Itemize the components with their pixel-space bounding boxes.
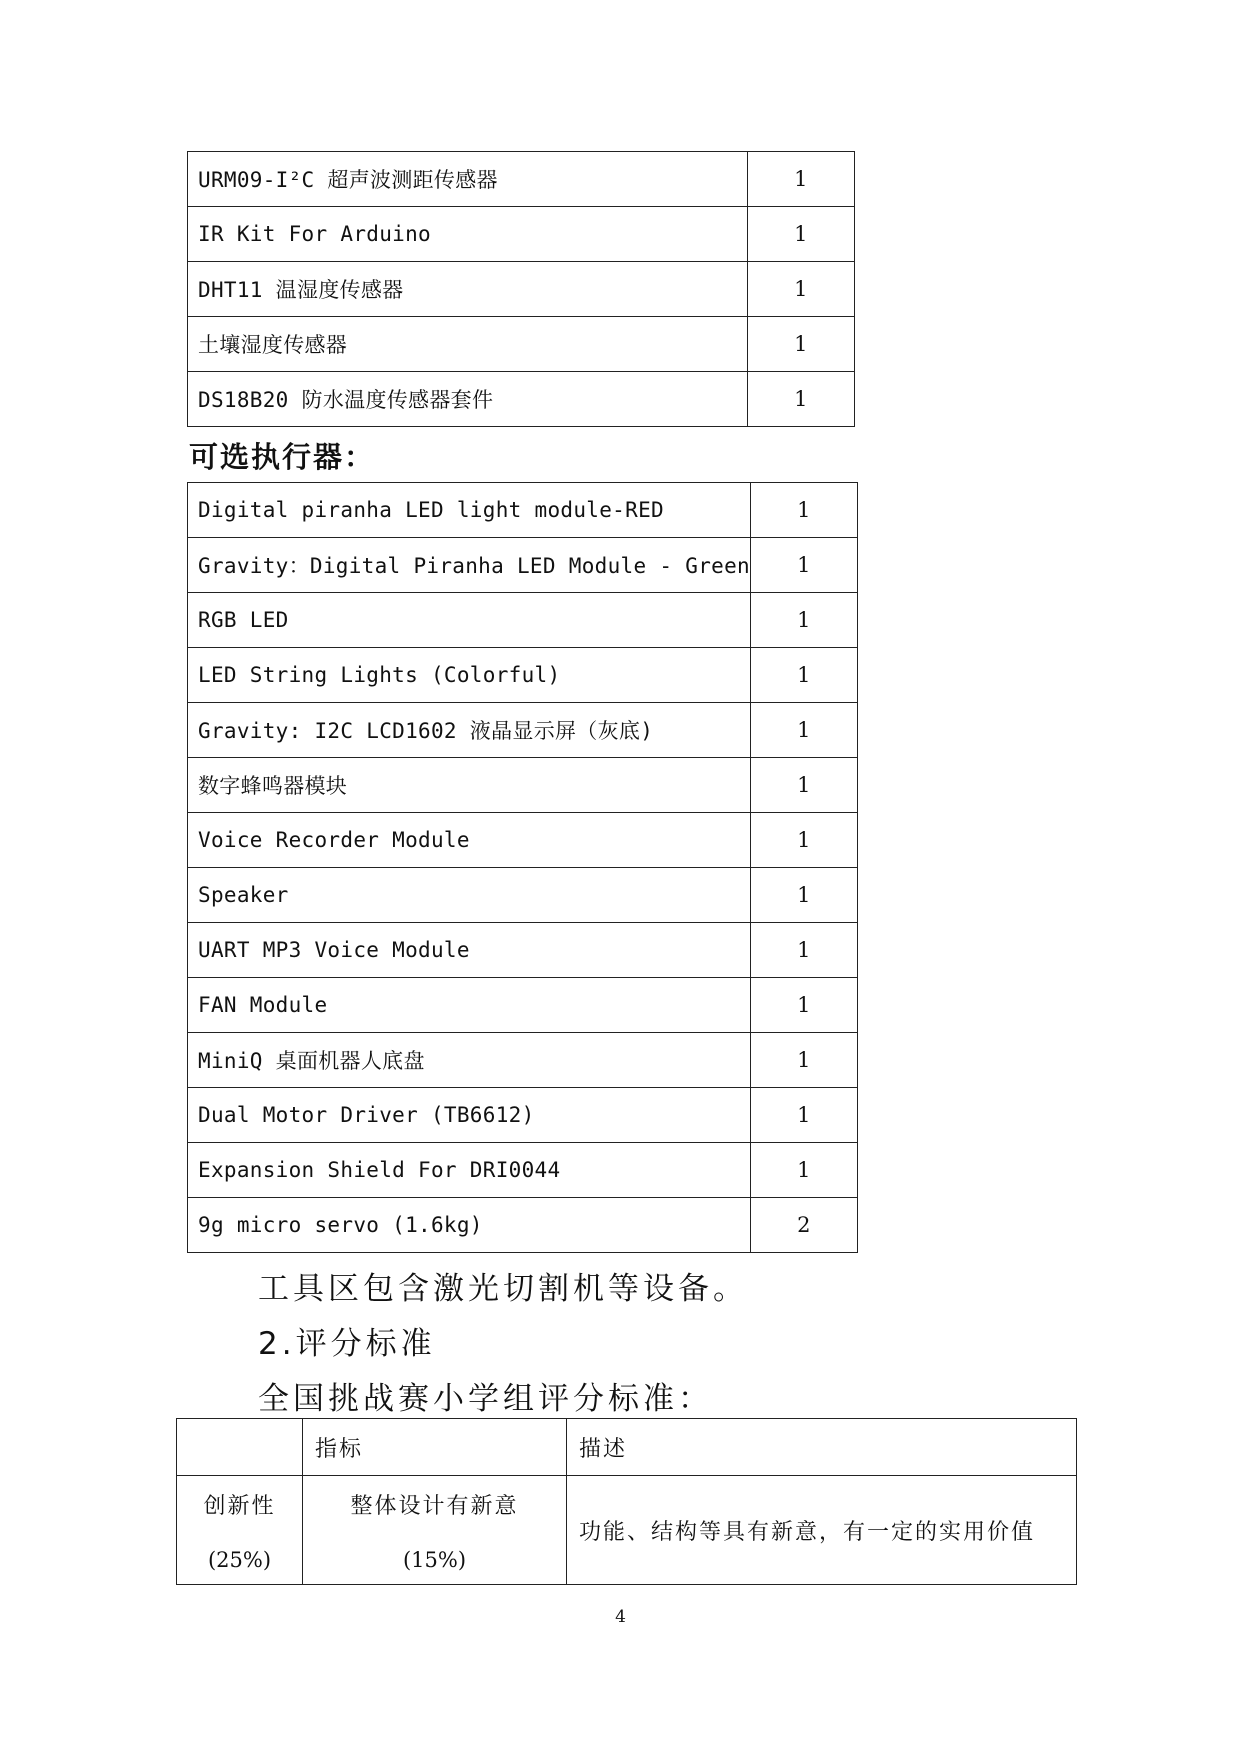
item-quantity: 1 (750, 978, 857, 1033)
item-quantity: 2 (750, 1198, 857, 1253)
item-name: RGB LED (188, 593, 751, 648)
description-cell: 功能、结构等具有新意，有一定的实用价值 (567, 1476, 1077, 1585)
item-quantity: 1 (750, 1088, 857, 1143)
table-row (188, 372, 855, 427)
item-name: Digital piranha LED light module-RED (188, 483, 751, 538)
indicator-label: 整体设计有新意 (350, 1493, 519, 1519)
table-row (188, 978, 858, 1033)
item-name: 土壤湿度传感器 (188, 317, 748, 372)
item-name: DHT11 温湿度传感器 (188, 262, 748, 317)
actuator-table (187, 482, 858, 1253)
indicator-cell (303, 1476, 567, 1585)
item-quantity: 1 (750, 648, 857, 703)
table-row (177, 1476, 1077, 1585)
header-cell-empty (177, 1419, 303, 1476)
item-name: FAN Module (188, 978, 751, 1033)
item-quantity: 1 (748, 152, 855, 207)
item-name: Speaker (188, 868, 751, 923)
category-cell (177, 1476, 303, 1585)
page-number: 4 (615, 1607, 626, 1627)
item-quantity: 1 (750, 1033, 857, 1088)
table-row (188, 1143, 858, 1198)
table-row (188, 1088, 858, 1143)
indicator-weight: (15%) (402, 1547, 467, 1572)
table-row (188, 923, 858, 978)
item-quantity: 1 (750, 758, 857, 813)
table-row (188, 868, 858, 923)
item-name: LED String Lights (Colorful) (188, 648, 751, 703)
item-quantity: 1 (750, 1143, 857, 1198)
table-row (188, 262, 855, 317)
item-name: URM09-I²C 超声波测距传感器 (188, 152, 748, 207)
item-quantity: 1 (748, 262, 855, 317)
item-quantity: 1 (750, 923, 857, 978)
item-quantity: 1 (750, 593, 857, 648)
item-quantity: 1 (748, 207, 855, 262)
item-quantity: 1 (748, 317, 855, 372)
item-quantity: 1 (748, 372, 855, 427)
item-quantity: 1 (750, 483, 857, 538)
item-name: Gravity: I2C LCD1602 液晶显示屏（灰底) (188, 703, 751, 758)
scoring-section-heading: 2.评分标准 (258, 1326, 436, 1362)
table-row (188, 758, 858, 813)
item-quantity: 1 (750, 868, 857, 923)
table-row (188, 317, 855, 372)
tools-paragraph: 工具区包含激光切割机等设备。 (258, 1271, 748, 1307)
header-cell-indicator: 指标 (303, 1419, 567, 1476)
item-name: MiniQ 桌面机器人底盘 (188, 1033, 751, 1088)
table-row (188, 593, 858, 648)
item-name: UART MP3 Voice Module (188, 923, 751, 978)
scoring-table (176, 1418, 1077, 1585)
item-name: DS18B20 防水温度传感器套件 (188, 372, 748, 427)
item-quantity: 1 (750, 813, 857, 868)
table-row (188, 648, 858, 703)
category-label: 创新性 (203, 1493, 276, 1519)
header-cell-description: 描述 (567, 1419, 1077, 1476)
table-row (188, 1033, 858, 1088)
table-row (188, 1198, 858, 1253)
table-row (188, 538, 858, 593)
table-header-row (177, 1419, 1077, 1476)
item-name: 9g micro servo (1.6kg) (188, 1198, 751, 1253)
sensor-table (187, 151, 855, 427)
table-row (188, 152, 855, 207)
item-name: Expansion Shield For DRI0044 (188, 1143, 751, 1198)
table-row (188, 207, 855, 262)
item-name: 数字蜂鸣器模块 (188, 758, 751, 813)
category-weight: (25%) (207, 1547, 272, 1572)
item-name: Dual Motor Driver (TB6612) (188, 1088, 751, 1143)
item-name: IR Kit For Arduino (188, 207, 748, 262)
item-name: Voice Recorder Module (188, 813, 751, 868)
item-quantity: 1 (750, 538, 857, 593)
actuators-heading: 可选执行器： (189, 440, 376, 474)
table-row (188, 703, 858, 758)
table-row (188, 813, 858, 868)
scoring-intro: 全国挑战赛小学组评分标准： (258, 1381, 713, 1417)
table-row (188, 483, 858, 538)
item-quantity: 1 (750, 703, 857, 758)
item-name: Gravity：Digital Piranha LED Module - Green (188, 538, 751, 593)
